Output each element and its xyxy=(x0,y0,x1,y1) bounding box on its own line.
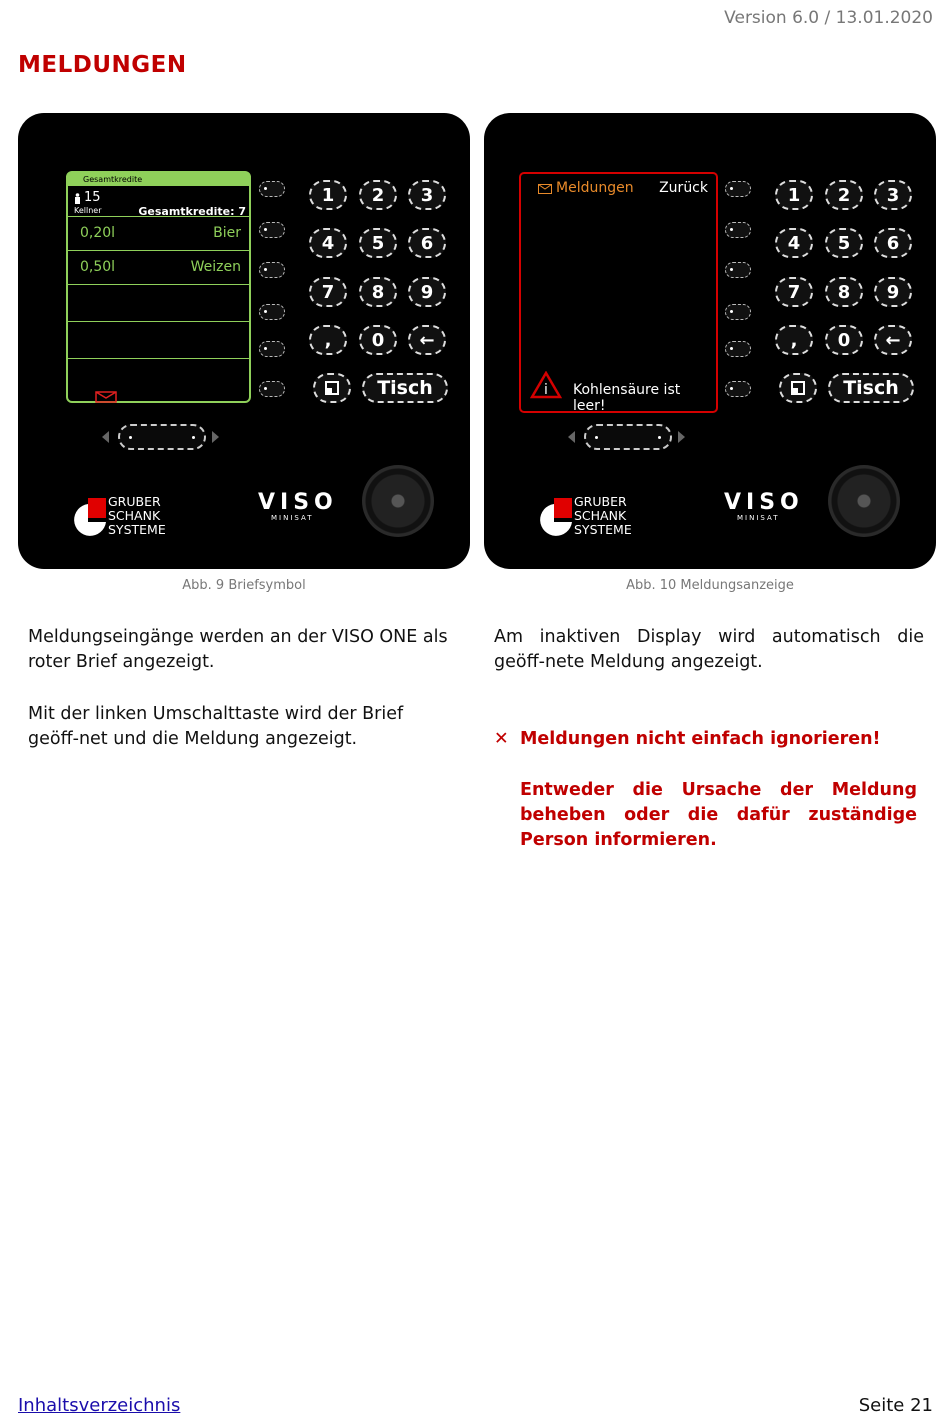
key-9[interactable]: 9 xyxy=(874,277,912,307)
list-item[interactable] xyxy=(68,250,249,284)
side-button[interactable] xyxy=(725,381,751,397)
key-comma[interactable]: , xyxy=(309,325,347,355)
key-6[interactable]: 6 xyxy=(408,228,446,258)
product-sub-logo: MINISAT xyxy=(737,514,780,522)
arrow-left-icon xyxy=(102,431,109,443)
list-item[interactable] xyxy=(68,216,249,250)
row-drink: Bier xyxy=(213,225,241,241)
side-button[interactable] xyxy=(725,304,751,320)
product-sub-logo: MINISAT xyxy=(271,514,314,522)
back-button[interactable]: Zurück xyxy=(659,180,708,196)
key-1[interactable]: 1 xyxy=(775,180,813,210)
display-screen xyxy=(66,171,251,403)
toggle-key[interactable] xyxy=(779,373,817,403)
toggle-icon xyxy=(791,381,805,395)
side-button[interactable] xyxy=(259,381,285,397)
display-screen xyxy=(519,172,718,413)
logo-line-2: SCHANK xyxy=(574,508,627,523)
side-button[interactable] xyxy=(259,181,285,197)
key-backspace[interactable]: ← xyxy=(408,325,446,355)
key-0[interactable]: 0 xyxy=(359,325,397,355)
screen-title: Meldungen xyxy=(556,180,634,196)
list-item[interactable] xyxy=(68,321,249,358)
side-button[interactable] xyxy=(725,341,751,357)
rotary-knob[interactable] xyxy=(362,465,434,537)
logo-line-3: SYSTEME xyxy=(574,522,632,537)
row-size: 0,50l xyxy=(80,259,116,275)
warning-title: Meldungen nicht einfach ignorieren! xyxy=(520,729,881,749)
scroll-wheel[interactable] xyxy=(118,424,206,450)
key-4[interactable]: 4 xyxy=(309,228,347,258)
key-2[interactable]: 2 xyxy=(359,180,397,210)
tisch-button[interactable]: Tisch xyxy=(362,373,448,403)
logo-line-1: GRUBER xyxy=(108,494,161,509)
product-logo: VISO xyxy=(724,490,804,515)
key-7[interactable]: 7 xyxy=(775,277,813,307)
arrow-right-icon xyxy=(212,431,219,443)
side-button[interactable] xyxy=(259,262,285,278)
right-paragraph-1: Am inaktiven Display wird automatisch die geöff-nete Meldung angezeigt. xyxy=(494,627,924,672)
rotary-knob[interactable] xyxy=(828,465,900,537)
key-4[interactable]: 4 xyxy=(775,228,813,258)
arrow-right-icon xyxy=(678,431,685,443)
tisch-button[interactable]: Tisch xyxy=(828,373,914,403)
key-5[interactable]: 5 xyxy=(359,228,397,258)
key-6[interactable]: 6 xyxy=(874,228,912,258)
page-title: MELDUNGEN xyxy=(18,52,187,78)
envelope-icon xyxy=(538,184,552,194)
logo-mark-icon xyxy=(536,498,574,536)
key-1[interactable]: 1 xyxy=(309,180,347,210)
key-9[interactable]: 9 xyxy=(408,277,446,307)
waiter-label: Kellner xyxy=(74,206,102,215)
warning-triangle-icon xyxy=(530,371,562,399)
key-backspace[interactable]: ← xyxy=(874,325,912,355)
version-label: Version 6.0 / 13.01.2020 xyxy=(724,8,933,28)
warning-heading xyxy=(494,727,919,752)
key-5[interactable]: 5 xyxy=(825,228,863,258)
toggle-icon xyxy=(325,381,339,395)
list-item xyxy=(68,358,249,394)
product-logo: VISO xyxy=(258,490,338,515)
waiter-number: 15 xyxy=(84,190,101,205)
svg-text:i: i xyxy=(544,382,548,398)
screen-tab: Gesamtkredite xyxy=(68,173,249,186)
total-credits: Gesamtkredite: 7 xyxy=(138,205,246,218)
row-size: 0,20l xyxy=(80,225,116,241)
left-paragraph-2: Mit der linken Umschalttaste wird der Brief geöff-net und die Meldung angezeigt. xyxy=(28,704,404,749)
arrow-left-icon xyxy=(568,431,575,443)
figure-caption: Abb. 10 Meldungsanzeige xyxy=(626,578,794,593)
list-item[interactable] xyxy=(68,284,249,321)
key-8[interactable]: 8 xyxy=(825,277,863,307)
key-7[interactable]: 7 xyxy=(309,277,347,307)
company-logo xyxy=(536,495,636,539)
key-comma[interactable]: , xyxy=(775,325,813,355)
company-logo xyxy=(70,495,170,539)
logo-line-1: GRUBER xyxy=(574,494,627,509)
screen-header xyxy=(68,186,249,216)
page-number: Seite 21 xyxy=(858,1395,933,1416)
side-button[interactable] xyxy=(259,304,285,320)
side-button[interactable] xyxy=(725,262,751,278)
scroll-wheel[interactable] xyxy=(584,424,672,450)
logo-mark-icon xyxy=(70,498,108,536)
key-3[interactable]: 3 xyxy=(874,180,912,210)
side-button[interactable] xyxy=(259,341,285,357)
device-figure-meldungsanzeige xyxy=(484,113,936,569)
side-button[interactable] xyxy=(725,181,751,197)
key-2[interactable]: 2 xyxy=(825,180,863,210)
close-icon: ✕ xyxy=(494,729,509,749)
side-button[interactable] xyxy=(725,222,751,238)
key-8[interactable]: 8 xyxy=(359,277,397,307)
key-3[interactable]: 3 xyxy=(408,180,446,210)
logo-line-2: SCHANK xyxy=(108,508,161,523)
envelope-icon[interactable] xyxy=(95,391,117,403)
device-figure-briefsymbol xyxy=(18,113,470,569)
logo-line-3: SYSTEME xyxy=(108,522,166,537)
warning-body: Entweder die Ursache der Meldung beheben oder die dafür zuständige Person informieren. xyxy=(520,780,917,850)
side-button[interactable] xyxy=(259,222,285,238)
person-icon xyxy=(74,193,81,204)
row-drink: Weizen xyxy=(190,259,241,275)
figure-caption: Abb. 9 Briefsymbol xyxy=(182,578,306,593)
key-0[interactable]: 0 xyxy=(825,325,863,355)
toggle-key[interactable] xyxy=(313,373,351,403)
left-paragraph-1: Meldungseingänge werden an der VISO ONE als roter Brief angezeigt. xyxy=(28,627,448,672)
toc-link[interactable]: Inhaltsverzeichnis xyxy=(18,1395,181,1416)
message-text: Kohlensäure ist leer! xyxy=(573,382,681,414)
